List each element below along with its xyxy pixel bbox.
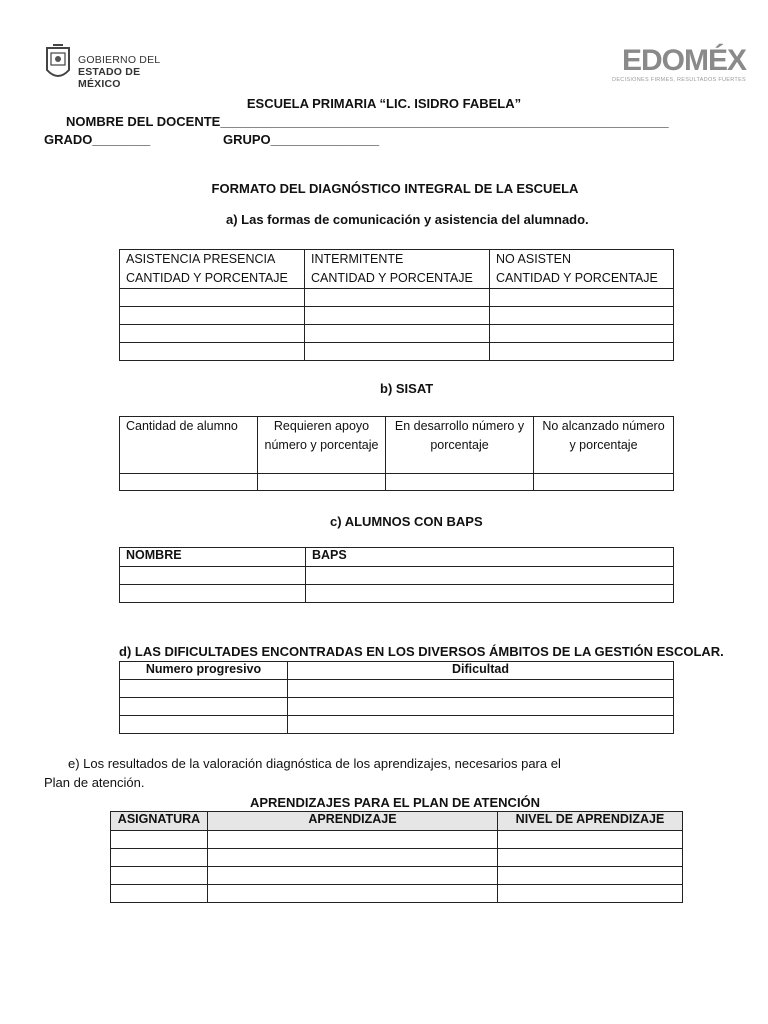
grupo-line: GRUPO_______________ bbox=[223, 132, 380, 147]
attendance-table bbox=[119, 249, 674, 361]
table-row bbox=[120, 307, 674, 325]
edomex-logo-tagline: DECISIONES FIRMES, RESULTADOS FUERTES bbox=[612, 77, 746, 83]
table-header-row bbox=[120, 548, 674, 567]
table-cell[interactable] bbox=[208, 867, 498, 885]
table-row bbox=[120, 716, 674, 734]
table-cell[interactable] bbox=[490, 307, 674, 325]
learning-table bbox=[110, 811, 683, 903]
table-cell[interactable] bbox=[386, 474, 534, 491]
section-e-line2: Plan de atención. bbox=[44, 775, 145, 790]
table-cell[interactable] bbox=[120, 585, 306, 603]
header-cell: NIVEL DE APRENDIZAJE bbox=[498, 812, 683, 831]
table-cell[interactable] bbox=[490, 289, 674, 307]
coat-of-arms-icon bbox=[44, 44, 72, 82]
section-e-line1: e) Los resultados de la valoración diagnóstica de los aprendizajes, necesarios para el bbox=[68, 756, 561, 771]
table-header-row bbox=[120, 662, 674, 680]
header-cell: Cantidad de alumno bbox=[120, 417, 258, 474]
edomex-logo bbox=[606, 44, 746, 88]
learning-plan-title: APRENDIZAJES PARA EL PLAN DE ATENCIÓN bbox=[249, 795, 541, 810]
table-cell[interactable] bbox=[305, 289, 490, 307]
table-cell[interactable] bbox=[120, 567, 306, 585]
gobierno-logo-text bbox=[78, 54, 184, 90]
header-cell: En desarrollo número y porcentaje bbox=[386, 417, 534, 474]
table-row bbox=[120, 289, 674, 307]
header-cell: ASISTENCIA PRESENCIA CANTIDAD Y PORCENTAJE bbox=[120, 250, 305, 289]
header-cell: INTERMITENTE CANTIDAD Y PORCENTAJE bbox=[305, 250, 490, 289]
sisat-table bbox=[119, 416, 674, 491]
table-cell[interactable] bbox=[120, 716, 288, 734]
table-row bbox=[111, 831, 683, 849]
table-cell[interactable] bbox=[120, 698, 288, 716]
header-cell: Numero progresivo bbox=[120, 662, 288, 680]
table-header-row bbox=[120, 417, 674, 474]
table-cell[interactable] bbox=[120, 289, 305, 307]
table-cell[interactable] bbox=[305, 343, 490, 361]
table-cell[interactable] bbox=[498, 885, 683, 903]
table-row bbox=[120, 585, 674, 603]
table-cell[interactable] bbox=[208, 831, 498, 849]
difficulties-table bbox=[119, 661, 674, 734]
section-d-title: d) LAS DIFICULTADES ENCONTRADAS EN LOS DIVERSOS ÁMBITOS DE LA GESTIÓN ESCOLAR. bbox=[119, 644, 724, 659]
header-cell: ASIGNATURA bbox=[111, 812, 208, 831]
table-cell[interactable] bbox=[490, 343, 674, 361]
table-cell[interactable] bbox=[111, 885, 208, 903]
table-cell[interactable] bbox=[111, 831, 208, 849]
table-row bbox=[111, 885, 683, 903]
table-row bbox=[120, 567, 674, 585]
edomex-logo-word: EDOMÉX bbox=[621, 44, 746, 77]
header-cell: BAPS bbox=[306, 548, 674, 567]
table-cell[interactable] bbox=[120, 343, 305, 361]
table-cell[interactable] bbox=[288, 698, 674, 716]
table-row bbox=[120, 680, 674, 698]
table-cell[interactable] bbox=[120, 307, 305, 325]
table-cell[interactable] bbox=[288, 680, 674, 698]
table-cell[interactable] bbox=[288, 716, 674, 734]
table-row bbox=[120, 343, 674, 361]
table-row bbox=[111, 849, 683, 867]
table-cell[interactable] bbox=[498, 849, 683, 867]
header-cell: APRENDIZAJE bbox=[208, 812, 498, 831]
gobierno-logo-line1: GOBIERNO DEL bbox=[78, 54, 161, 66]
table-cell[interactable] bbox=[498, 867, 683, 885]
table-cell[interactable] bbox=[208, 885, 498, 903]
header-cell: NO ASISTEN CANTIDAD Y PORCENTAJE bbox=[490, 250, 674, 289]
section-a-title: a) Las formas de comunicación y asistencia del alumnado. bbox=[226, 212, 589, 227]
table-cell[interactable] bbox=[305, 307, 490, 325]
school-title: ESCUELA PRIMARIA “LIC. ISIDRO FABELA” bbox=[246, 96, 522, 111]
table-row bbox=[120, 698, 674, 716]
table-cell[interactable] bbox=[306, 585, 674, 603]
grado-line: GRADO________ bbox=[44, 132, 151, 147]
table-header-row bbox=[120, 250, 674, 289]
table-cell[interactable] bbox=[111, 867, 208, 885]
table-cell[interactable] bbox=[305, 325, 490, 343]
table-row bbox=[120, 474, 674, 491]
table-row bbox=[111, 867, 683, 885]
table-cell[interactable] bbox=[120, 680, 288, 698]
table-cell[interactable] bbox=[490, 325, 674, 343]
table-cell[interactable] bbox=[306, 567, 674, 585]
table-cell[interactable] bbox=[111, 849, 208, 867]
header-cell: Requieren apoyo número y porcentaje bbox=[258, 417, 386, 474]
table-cell[interactable] bbox=[498, 831, 683, 849]
header-cell: No alcanzado número y porcentaje bbox=[534, 417, 674, 474]
table-row bbox=[120, 325, 674, 343]
table-cell[interactable] bbox=[534, 474, 674, 491]
baps-table bbox=[119, 547, 674, 603]
table-cell[interactable] bbox=[208, 849, 498, 867]
section-b-title: b) SISAT bbox=[380, 381, 434, 396]
gobierno-logo-line2: ESTADO DE MÉXICO bbox=[78, 66, 141, 90]
header-cell: Dificultad bbox=[288, 662, 674, 680]
format-title: FORMATO DEL DIAGNÓSTICO INTEGRAL DE LA ESCUELA bbox=[211, 181, 579, 196]
section-c-title: c) ALUMNOS CON BAPS bbox=[330, 514, 483, 529]
table-cell[interactable] bbox=[120, 474, 258, 491]
table-cell[interactable] bbox=[258, 474, 386, 491]
header-cell: NOMBRE bbox=[120, 548, 306, 567]
table-header-row bbox=[111, 812, 683, 831]
gobierno-logo bbox=[44, 44, 184, 90]
teacher-name-line: NOMBRE DEL DOCENTE______________________________________________________________ bbox=[66, 114, 669, 129]
table-cell[interactable] bbox=[120, 325, 305, 343]
